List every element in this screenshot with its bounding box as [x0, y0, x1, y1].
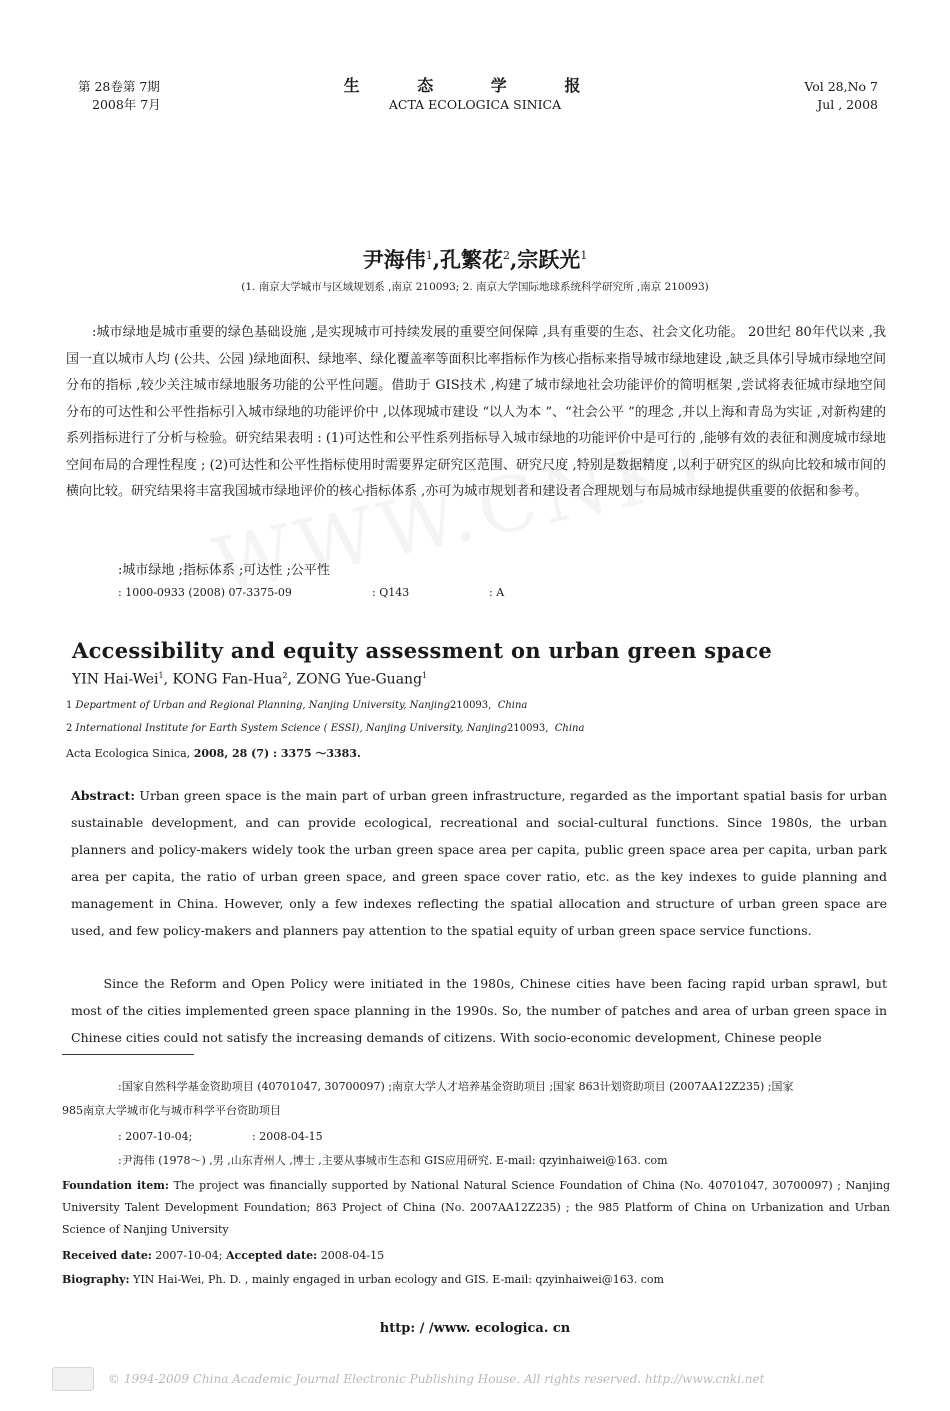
accepted-label: Accepted date: — [226, 1249, 318, 1262]
received-date-cn: : 2007-10-04; — [118, 1130, 193, 1143]
authors-en — [72, 671, 427, 688]
journal-title-en: ACTA ECOLOGICA SINICA — [388, 97, 562, 112]
fund-en — [62, 1175, 890, 1241]
affiliation-zip: 210093, — [449, 700, 492, 711]
journal-website: http: / /www. ecologica. cn — [379, 1321, 571, 1336]
affil-mark: 1 — [580, 249, 588, 262]
citation-year: 2008 — [193, 747, 225, 760]
fund-en-text: The project was financially supported by National Natural Science Foundation of China (No. 40701047, 30700097) ; Nanjing University Talent Development Foundation; 863 Project of China (No. 2007AA12Z235) ; the 985 Platform of China on Urbanization and Urban Science of Nanjing University — [62, 1179, 890, 1236]
affiliation-text: Department of Urban and Regional Planning, Nanjing University, Nanjing — [75, 700, 450, 711]
title-en: Accessibility and equity assessment on urban green space — [72, 638, 773, 663]
article-number: : 1000-0933 (2008) 07-3375-09 — [118, 586, 292, 599]
affiliation-country: China — [554, 723, 585, 734]
author-name: YIN Hai-Wei — [72, 671, 159, 688]
affiliation-number: 2 — [66, 723, 76, 734]
journal-volume-en — [804, 78, 878, 114]
date-cn: 2008年 7月 — [92, 97, 161, 112]
journal-title-cn: 生 态 学 报 — [343, 76, 607, 95]
affil-mark: 2 — [282, 671, 288, 680]
citation-journal: Acta Ecologica Sinica, — [66, 747, 194, 760]
citation-volume: , 28 (7) : 3375 ～3383. — [224, 747, 361, 760]
biography-en — [62, 1269, 664, 1291]
author-name: ,宗跃光 — [510, 247, 581, 272]
fund-en-label: Foundation item: — [62, 1179, 169, 1192]
affil-mark: 2 — [503, 249, 510, 262]
affil-mark: 1 — [422, 671, 428, 680]
author-name: , KONG Fan-Hua — [163, 671, 283, 688]
affiliation-country: China — [497, 700, 528, 711]
copyright-footer — [52, 1367, 764, 1391]
volume-issue-cn: 第 28卷第 7期 — [78, 79, 160, 94]
affil-mark: 1 — [158, 671, 164, 680]
affiliation-cn: (1. 南京大学城市与区域规划系 ,南京 210093; 2. 南京大学国际地球系统科学研究所 ,南京 210093) — [241, 281, 709, 293]
biography-cn: :尹海伟 (1978～) ,男 ,山东青州人 ,博士 ,主要从事城市生态和 GIS应用研究. E-mail: qzyinhaiwei@163. com — [118, 1154, 668, 1167]
journal-title — [330, 76, 620, 114]
abstract-cn: :城市绿地是城市重要的绿色基础设施 ,是实现城市可持续发展的重要空间保障 ,具有重要的生态、社会文化功能。 20世纪 80年代以来 ,我国一直以城市人均 (公共、公园 )绿地面积、绿地率、绿化覆盖率等面积比率指标作为核心指标来指导城市绿地建设 ,缺乏具体引导城市绿地空间分布的指标 ,较少关注城市绿地服务功能的公平性问题。借助于 GIS技术 ,构建了城市绿地社会功能评价的简明框架 ,尝试将表征城市绿地空间分布的可达性和公平性指标引入城市绿地的功能评价中 ,以体现城市建设 “以人为本 ”、“社会公平 ”的理念 ,并以上海和青岛为实证 ,对新构建的系列指标进行了分析与检验。研究结果表明 : (1)可达性和公平性系列指标导入城市绿地的功能评价中是可行的 ,能够有效的表征和测度城市绿地空间布局的合理性程度 ; (2)可达性和公平性指标使用时需要界定研究区范围、研究尺度 ,特别是数据精度 ,以利于研究区的纵向比较和城市间的横向比较。研究结果将丰富我国城市绿地评价的核心指标体系 ,亦可为城市规划者和建设者合理规划与布局城市绿地提供重要的依据和参考。 — [66, 325, 886, 499]
accepted-date-cn: : 2008-04-15 — [252, 1130, 323, 1143]
clc-number: : Q143 — [372, 586, 410, 599]
received-date: 2007-10-04; — [151, 1249, 227, 1262]
affiliation-zip: 210093, — [507, 723, 549, 734]
copyright-text: © 1994-2009 China Academic Journal Electronic Publishing House. All rights reserved. http://www.cnki.net — [108, 1372, 765, 1386]
dates-en — [62, 1245, 384, 1267]
citation — [66, 745, 361, 761]
abstract-text: Urban green space is the main part of urban green infrastructure, regarded as the important spatial basis for urban sustainable development, and can provide ecological, recreational and social-cultural functions. Since 1980s, the urban planners and policy-makers widely took the urban green space area per capita, public green space area per capita, urban park area per capita, the ratio of urban green space, and green space cover ratio, etc. as the key indexes to guide planning and management in China. However, only a few indexes reflecting the spatial allocation and structure of urban green space are used, and few policy-makers and planners pay attention to the spatial equity of urban green space service functions. — [71, 788, 887, 938]
volume-issue-en: Vol 28,No 7 — [804, 79, 878, 94]
accepted-date: 2008-04-15 — [317, 1249, 385, 1262]
document-code: : A — [489, 586, 505, 599]
biography-label: Biography: — [62, 1273, 130, 1286]
author-name: 尹海伟 — [362, 247, 426, 272]
affiliation-text: International Institute for Earth System Science ( ESSI), Nanjing University, Nanjing — [75, 723, 508, 734]
footnote-rule — [62, 1054, 194, 1055]
abstract-label: Abstract: — [71, 788, 135, 803]
journal-volume-cn — [78, 78, 161, 114]
author-name: , ZONG Yue-Guang — [287, 671, 423, 688]
authors-cn — [0, 244, 950, 274]
received-label: Received date: — [62, 1249, 152, 1262]
cnki-logo-icon — [52, 1367, 94, 1391]
fund-cn: :国家自然科学基金资助项目 (40701047, 30700097) ;南京大学人才培养基金资助项目 ;国家 863计划资助项目 (2007AA12Z235) ;国家 — [118, 1080, 794, 1093]
abstract-en — [71, 782, 887, 944]
affiliation-en — [66, 700, 527, 711]
affiliation-number: 1 — [66, 700, 76, 711]
date-en: Jul , 2008 — [817, 97, 878, 112]
affil-mark: 1 — [425, 249, 433, 262]
body-paragraph: Since the Reform and Open Policy were initiated in the 1980s, Chinese cities have been facing rapid urban sprawl, but most of the cities implemented green space planning in the 1990s. So, the number of patches and area of urban green space in Chinese cities could not satisfy the increasing demands of citizens. With socio-economic development, Chinese people — [71, 976, 887, 1045]
author-name: ,孔繁花 — [432, 247, 503, 272]
affiliation-en — [66, 723, 584, 734]
biography-text: YIN Hai-Wei, Ph. D. , mainly engaged in urban ecology and GIS. E-mail: qzyinhaiwei@163. com — [129, 1273, 664, 1286]
keywords-cn: :城市绿地 ;指标体系 ;可达性 ;公平性 — [118, 563, 330, 578]
fund-cn-cont: 985南京大学城市化与城市科学平台资助项目 — [62, 1104, 281, 1117]
